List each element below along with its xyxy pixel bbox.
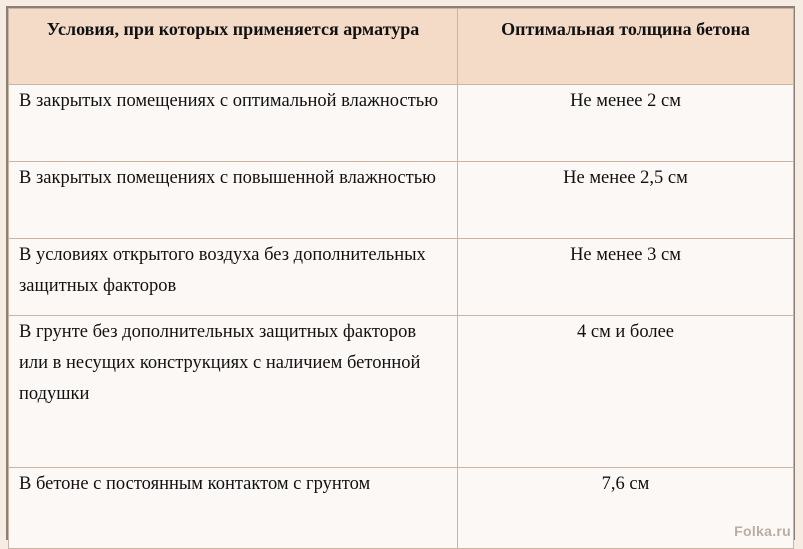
table-frame [6, 6, 795, 540]
thickness-cell: 7,6 см [458, 468, 794, 549]
thickness-cell: Не менее 2,5 см [458, 162, 794, 239]
thickness-cell: 4 см и более [458, 316, 794, 468]
thickness-cell: Не менее 2 см [458, 85, 794, 162]
condition-cell: В бетоне с постоянным контактом с грунтом [9, 468, 458, 549]
condition-cell: В грунте без дополнительных защитных факторов или в несущих конструкциях с наличием бетонной подушки [9, 316, 458, 468]
table-row [9, 162, 794, 239]
thickness-cell: Не менее 3 см [458, 239, 794, 316]
condition-cell: В закрытых помещениях с повышенной влажностью [9, 162, 458, 239]
table-row [9, 468, 794, 549]
condition-cell: В условиях открытого воздуха без дополнительных защитных факторов [9, 239, 458, 316]
concrete-thickness-table [8, 8, 794, 549]
header-conditions: Условия, при которых применяется арматура [9, 9, 458, 85]
table-row [9, 316, 794, 468]
header-thickness: Оптимальная толщина бетона [458, 9, 794, 85]
condition-cell: В закрытых помещениях с оптимальной влажностью [9, 85, 458, 162]
table-row [9, 85, 794, 162]
table-header-row [9, 9, 794, 85]
site-watermark: Folka.ru [734, 523, 791, 539]
table-row [9, 239, 794, 316]
